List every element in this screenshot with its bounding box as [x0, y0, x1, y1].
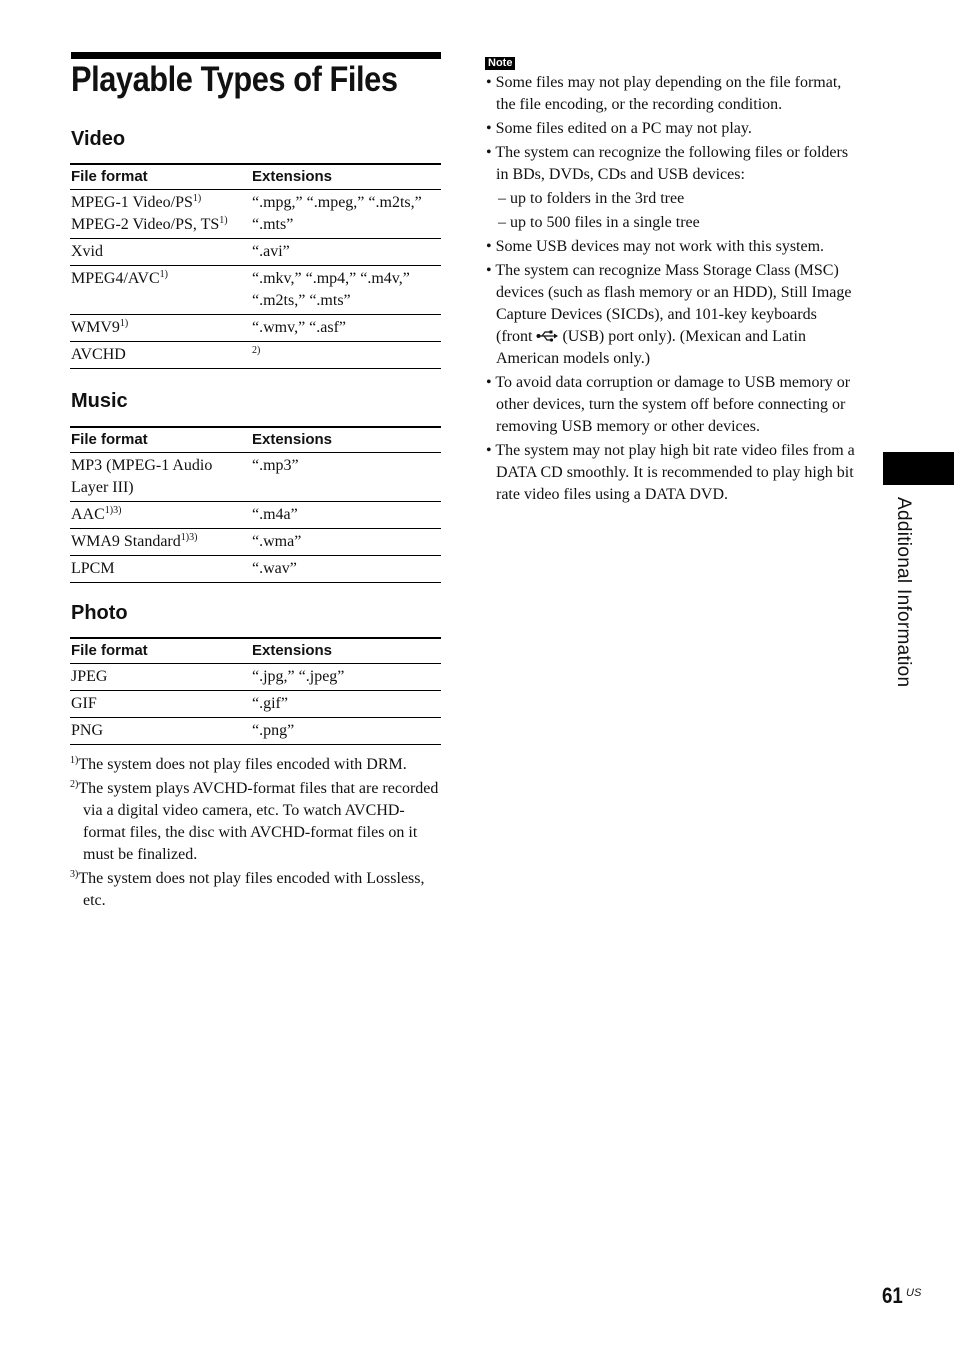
side-tab-label: Additional Information [893, 497, 914, 688]
usb-icon [536, 330, 558, 342]
footnote: $^{1)}$The system does not play files encoded with DRM. [70, 755, 407, 773]
table-row: $AAC^{1)3)}$ “.m4a” [70, 502, 441, 529]
table-row: MPEG4/AVC$^{1)}$ “.mkv,” “.mp4,” “.m4v,” “.m2ts,” “.mts” [70, 266, 441, 315]
table-row: JPEG “.jpg,” “.jpeg” [70, 664, 441, 691]
footnote: $^{2)}$The system plays AVCHD-format files that are recorded via a digital video camera, etc. To watch AVCHD-format files, the disc with AVCHD-format files on it must be finalized. [70, 779, 439, 863]
col-header-extensions: Extensions [251, 164, 441, 190]
list-subitem: – up to folders in the 3rd tree [498, 190, 685, 207]
note-list [486, 72, 856, 508]
table-row: AVCHD $^{2)}$ [70, 342, 441, 369]
col-header-extensions: Extensions [251, 427, 441, 453]
title-rule [71, 52, 441, 59]
table-row: MP3 (MPEG-1 Audio Layer III) “.mp3” [70, 453, 441, 502]
list-item: • The system can recognize Mass Storage Class (MSC) devices (such as flash memory or an HDD), Still Image Capture Devices (SICDs), and 101-key keyboards (front (USB) port only). (Mexican and Latin American models only.) [486, 262, 852, 367]
table-row: LPCM “.wav” [70, 556, 441, 583]
video-heading: Video [71, 128, 126, 150]
photo-heading: Photo [71, 602, 128, 624]
col-header-extensions: Extensions [251, 638, 441, 664]
list-item: • Some files may not play depending on the file format, the file encoding, or the recording condition. [486, 74, 842, 113]
col-header-format: File format [70, 164, 251, 190]
table-row: WMV9$^{1)}$ “.wmv,” “.asf” [70, 315, 441, 342]
page-title: Playable Types of Files [71, 60, 398, 99]
list-item: • Some files edited on a PC may not play. [486, 120, 752, 137]
page-number: 61 [882, 1283, 903, 1308]
list-item: • Some USB devices may not work with this system. [486, 238, 825, 255]
table-row: GIF “.gif” [70, 691, 441, 718]
note-badge: Note [485, 57, 515, 70]
list-item: • The system may not play high bit rate video files from a DATA CD smoothly. It is recommended to play high bit rate video files using a DATA DVD. [486, 442, 855, 503]
col-header-format: File format [70, 427, 251, 453]
table-row: WMA9 Standard$^{1)3)}$ “.wma” [70, 529, 441, 556]
video-table [70, 163, 441, 369]
list-item: • To avoid data corruption or damage to USB memory or other devices, turn the system off before connecting or removing USB memory or other devices. [486, 374, 851, 435]
footnote: $^{3)}$The system does not play files encoded with Lossless, etc. [70, 869, 425, 909]
table-row: Xvid “.avi” [70, 239, 441, 266]
footnotes [70, 754, 442, 914]
col-header-format: File format [70, 638, 251, 664]
page-number-suffix: US [906, 1287, 922, 1299]
list-item: • The system can recognize the following files or folders in BDs, DVDs, CDs and USB devices: [486, 144, 849, 183]
music-table [70, 426, 441, 583]
music-heading: Music [71, 390, 128, 412]
list-subitem: – up to 500 files in a single tree [498, 214, 700, 231]
table-row: PNG “.png” [70, 718, 441, 745]
side-tab-marker [883, 452, 954, 485]
photo-table [70, 637, 441, 745]
table-row: MPEG-1 Video/PS$^{1)}$ MPEG-2 Video/PS, TS$^{1)}$ “.mpg,” “.mpeg,” “.m2ts,” “.mts” [70, 190, 441, 239]
